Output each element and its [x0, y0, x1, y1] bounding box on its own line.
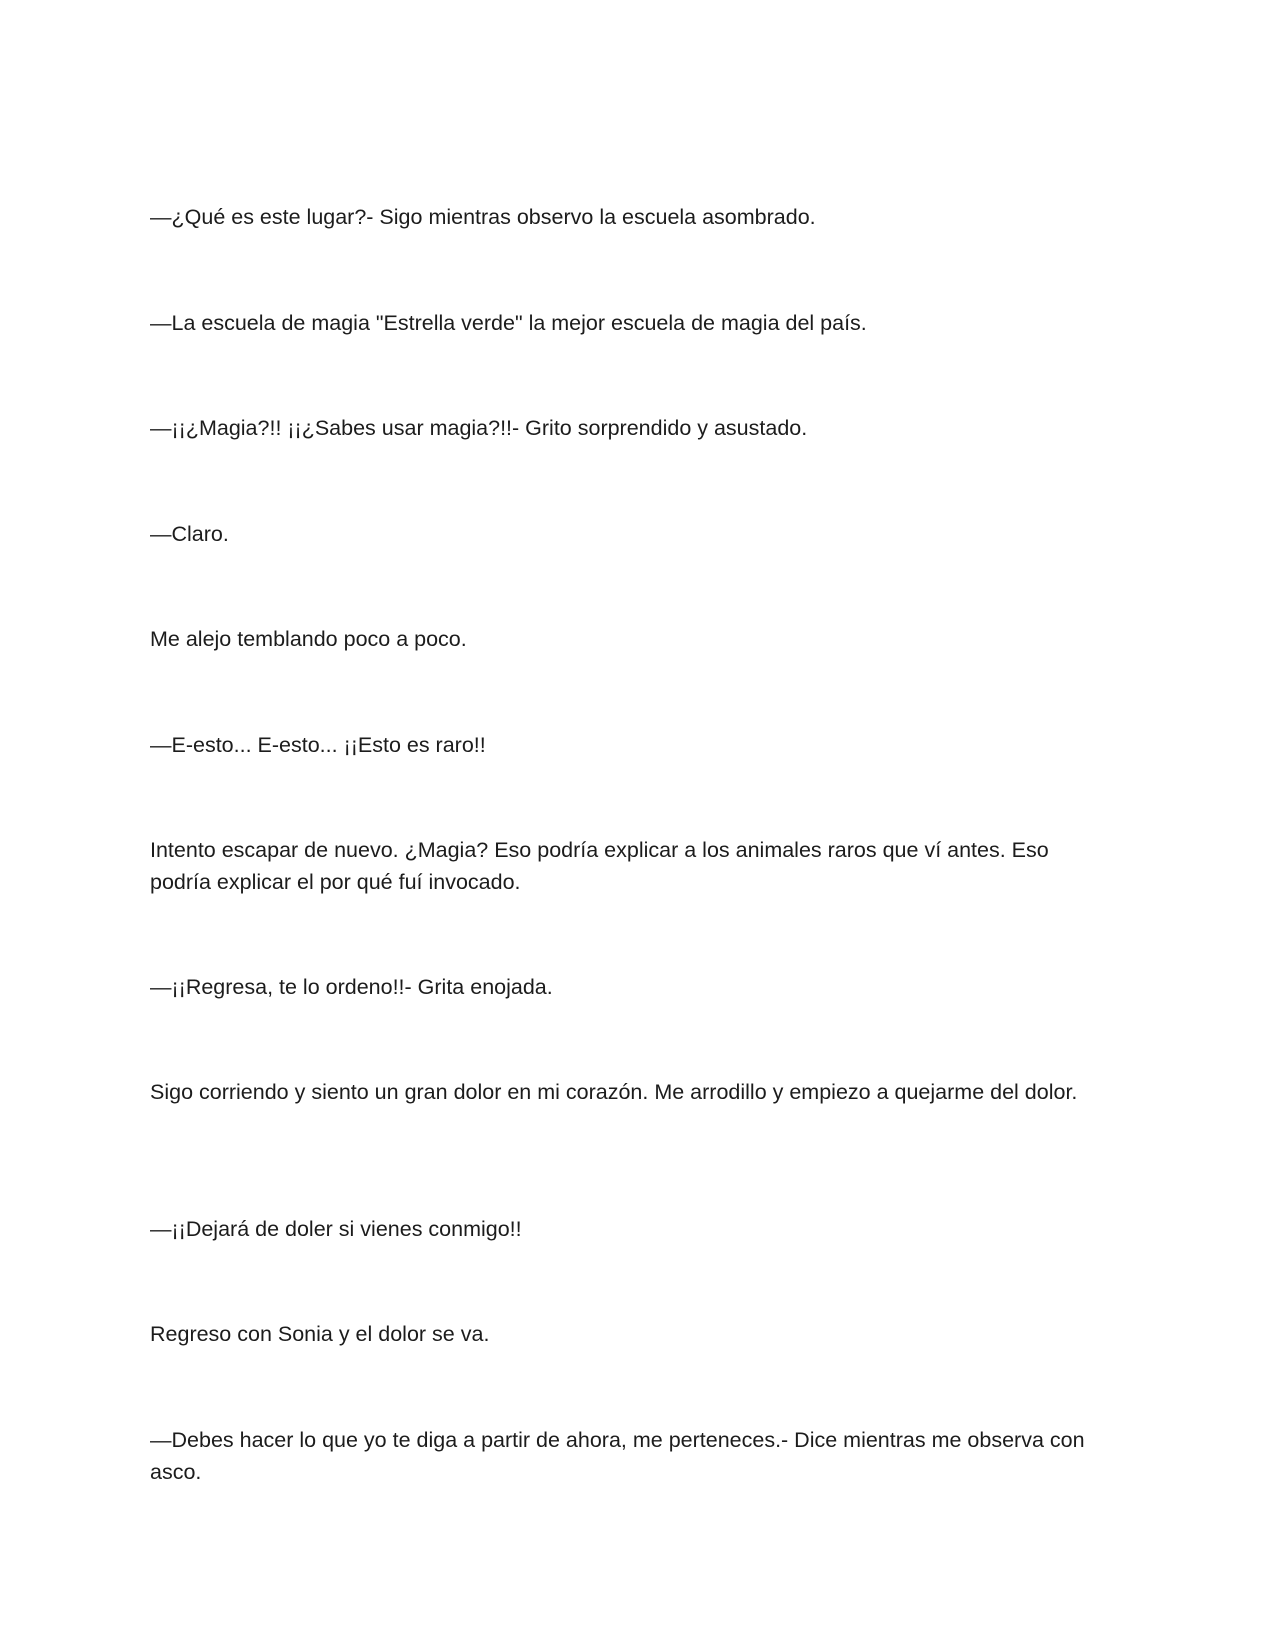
- paragraph-7: Intento escapar de nuevo. ¿Magia? Eso podría explicar a los animales raros que ví antes. Eso podría explicar el por qué fuí invocado.: [150, 838, 1049, 894]
- paragraph-2: —La escuela de magia "Estrella verde" la mejor escuela de magia del país.: [150, 311, 867, 335]
- paragraph-1: —¿Qué es este lugar?- Sigo mientras observo la escuela asombrado.: [150, 205, 816, 229]
- paragraph-8: —¡¡Regresa, te lo ordeno!!- Grita enojada.: [150, 975, 553, 999]
- paragraph-11: Regreso con Sonia y el dolor se va.: [150, 1322, 490, 1346]
- paragraph-4: —Claro.: [150, 522, 229, 546]
- paragraph-12: —Debes hacer lo que yo te diga a partir de ahora, me perteneces.- Dice mientras me observa con asco.: [150, 1428, 1085, 1484]
- paragraph-9: Sigo corriendo y siento un gran dolor en mi corazón. Me arrodillo y empiezo a quejarme del dolor.: [150, 1080, 1078, 1104]
- paragraph-5: Me alejo temblando poco a poco.: [150, 627, 467, 651]
- paragraph-6: —E-esto... E-esto... ¡¡Esto es raro!!: [150, 733, 486, 757]
- paragraph-3: —¡¡¿Magia?!! ¡¡¿Sabes usar magia?!!- Grito sorprendido y asustado.: [150, 416, 808, 440]
- paragraph-10: —¡¡Dejará de doler si vienes conmigo!!: [150, 1217, 522, 1241]
